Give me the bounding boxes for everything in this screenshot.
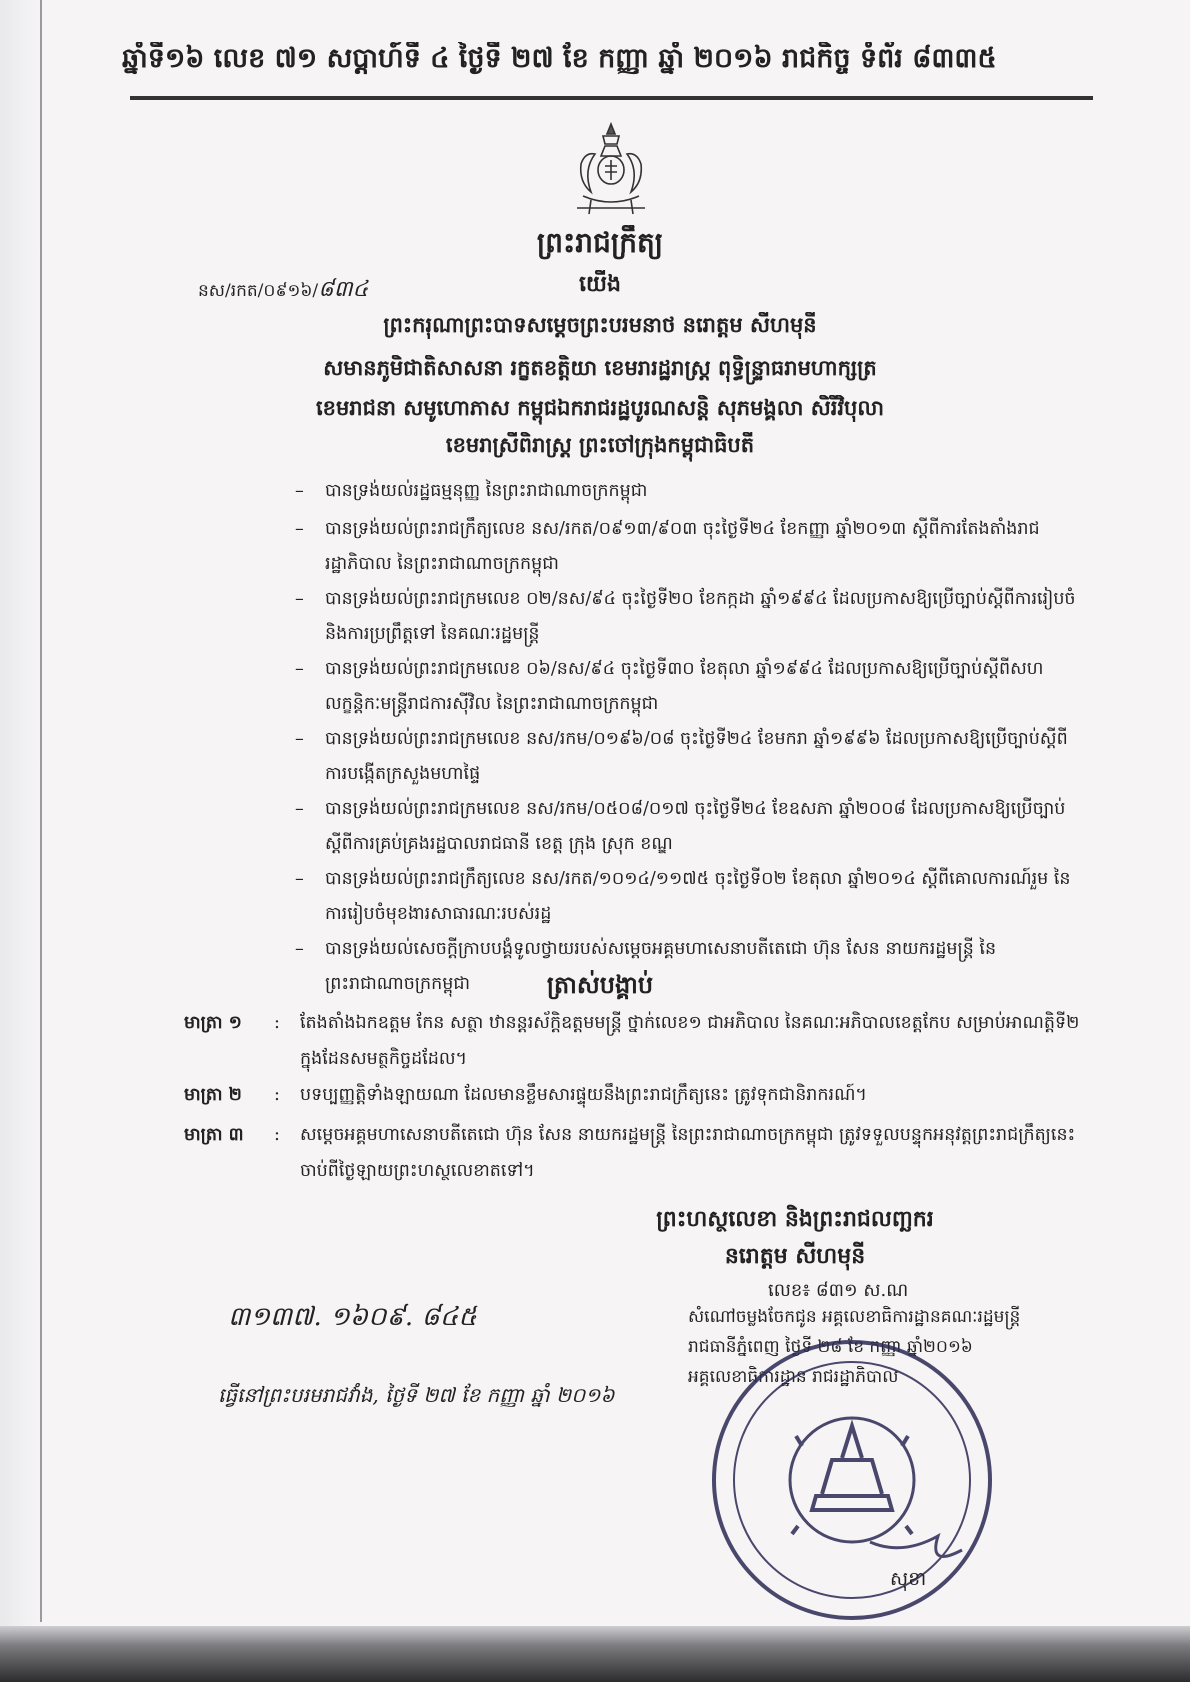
page-left-edge-shadow: [0, 0, 46, 1682]
reference-text: បានទ្រង់យល់ព្រះរាជក្រមលេខ នស/រកម/០៥០៨/០១៧ ចុះថ្ងៃទី២៤ ខែឧសភា ឆ្នាំ២០០៨ ដែលប្រកាសឱ្យប្រើច្បាប់ស្ដីពីការគ្រប់គ្រងរដ្ឋបាលរាជធានី ខេត្ត ក្រុង ស្រុក ខណ្ឌ: [325, 799, 1066, 854]
article-colon: :: [274, 1125, 280, 1145]
article-colon: :: [274, 1013, 280, 1033]
reference-text: បានទ្រង់យល់រដ្ឋធម្មនុញ្ញ នៃព្រះរាជាណាចក្រកម្ពុជា: [325, 481, 648, 501]
article-colon: :: [274, 1085, 280, 1105]
royal-coat-of-arms-icon: [565, 122, 657, 218]
reference-handwritten: ៨៣៤: [318, 277, 369, 302]
article-1: [184, 1005, 1084, 1077]
reference-item: – បានទ្រង់យល់ព្រះរាជក្រឹត្យលេខ នស/រកត/១០១៤/១១៧៥ ចុះថ្ងៃទី០២ ខែតុលា ឆ្នាំ២០១៤ ស្ដីពីគោលការណ៍រួម នៃការរៀបចំមុខងារសាធារណៈរបស់រដ្ឋ: [295, 869, 1071, 924]
signatory-name: នរោត្ដម សីហមុនី: [724, 1243, 866, 1269]
reference-list: [295, 474, 1085, 1002]
article-3: [184, 1117, 1084, 1189]
royal-title-line: ខេមរាជនា សមូហោភាស កម្ពុជឯករាជរដ្ឋបូរណសន្ដិ សុភមង្គលា សិរីវិបុលា: [315, 395, 885, 420]
article-text: សម្ដេចអគ្គមហាសេនាបតីតេជោ ហ៊ុន សែន នាយករដ្ឋមន្ត្រី នៃព្រះរាជាណាចក្រកម្ពុជា ត្រូវទទួលបន្ទុកអនុវត្តព្រះរាជក្រឹត្យនេះ ចាប់ពីថ្ងៃឡាយព្រះហស្ថលេខាតទៅ។: [300, 1125, 1076, 1181]
royal-title-line: ខេមរាស្រីពិរាស្ដ្រ ព្រះចៅក្រុងកម្ពុជាធិបតី: [445, 432, 755, 457]
distribution-line: អគ្គលេខាធិការដ្ឋាន រាជរដ្ឋាភិបាល: [688, 1367, 899, 1387]
articles: [184, 1005, 1084, 1189]
distribution-line: សំណៅចម្លងចែកជូន អគ្គលេខាធិការដ្ឋានគណៈរដ្ឋមន្ត្រី: [688, 1307, 1021, 1327]
reference-printed: នស/រកត/០៩១៦/: [198, 281, 319, 301]
issued-place-date: ធ្វើនៅព្រះបរមរាជវាំង, ថ្ងៃទី ២៧ ខែ កញ្ញា ឆ្នាំ ២០១៦: [218, 1383, 615, 1407]
order-heading: ត្រាស់បង្គាប់: [546, 970, 654, 999]
royal-title-line: សមានភូមិជាតិសាសនា រក្ខតខត្តិយា ខេមរារដ្ឋរាស្ដ្រ ពុទ្ធិន្ទ្រាធរាមហាក្សត្រ: [323, 355, 877, 380]
handwritten-number: ៣១៣៧. ១៦០៩. ៨៤៥: [228, 1302, 477, 1332]
reference-item: – បានទ្រង់យល់ព្រះរាជក្រមលេខ នស/រកម/០៥០៨/០១៧ ចុះថ្ងៃទី២៤ ខែឧសភា ឆ្នាំ២០០៨ ដែលប្រកាសឱ្យប្រើច្បាប់ស្ដីពីការគ្រប់គ្រងរដ្ឋបាលរាជធានី ខេត្ត ក្រុង ស្រុក ខណ្ឌ: [295, 799, 1066, 854]
we-heading: យើង: [579, 271, 621, 297]
article-label: មាត្រា ២: [184, 1085, 242, 1105]
royal-title-line: ព្រះករុណាព្រះបាទសម្ដេចព្រះបរមនាថ នរោត្ដម សីហមុនី: [383, 312, 817, 337]
reference-item: – បានទ្រង់យល់ព្រះរាជក្រមលេខ នស/រកម/០១៩៦/០៨ ចុះថ្ងៃទី២៤ ខែមករា ឆ្នាំ១៩៩៦ ដែលប្រកាសឱ្យប្រើច្បាប់ស្ដីពីការបង្កើតក្រសួងមហាផ្ទៃ: [295, 729, 1068, 784]
article-text: បទប្បញ្ញត្តិទាំងឡាយណា ដែលមានខ្លឹមសារផ្ទុយនឹងព្រះរាជក្រឹត្យនេះ ត្រូវទុកជានិរាករណ៍។: [300, 1085, 867, 1105]
article-label: មាត្រា ៣: [184, 1125, 244, 1145]
reference-text: បានទ្រង់យល់ព្រះរាជក្រមលេខ ០៦/នស/៩៤ ចុះថ្ងៃទី៣០ ខែតុលា ឆ្នាំ១៩៩៤ ដែលប្រកាសឱ្យប្រើច្បាប់ស្ដីពីសហលក្ខន្តិកៈមន្ត្រីរាជការស៊ីវិល នៃព្រះរាជាណាចក្រកម្ពុជា: [325, 659, 1044, 714]
reference-item: – បានទ្រង់យល់ព្រះរាជក្រមលេខ ០៦/នស/៩៤ ចុះថ្ងៃទី៣០ ខែតុលា ឆ្នាំ១៩៩៤ ដែលប្រកាសឱ្យប្រើច្បាប់ស្ដីពីសហលក្ខន្តិកៈមន្ត្រីរាជការស៊ីវិល នៃព្រះរាជាណាចក្រកម្ពុជា: [295, 659, 1044, 714]
page-bottom-edge-shadow: [0, 1626, 1190, 1682]
header-rule: [130, 96, 1093, 100]
article-label: មាត្រា ១: [184, 1013, 242, 1033]
reference-text: បានទ្រង់យល់សេចក្ដីក្រាបបង្គំទូលថ្វាយរបស់សម្ដេចអគ្គមហាសេនាបតីតេជោ ហ៊ុន សែន នាយករដ្ឋមន្ត្រី នៃព្រះរាជាណាចក្រកម្ពុជា: [325, 939, 997, 994]
reference-text: បានទ្រង់យល់ព្រះរាជក្រឹត្យលេខ នស/រកត/០៩១៣/៩០៣ ចុះថ្ងៃទី២៤ ខែកញ្ញា ឆ្នាំ២០១៣ ស្ដីពីការតែងតាំងរាជរដ្ឋាភិបាល នៃព្រះរាជាណាចក្រកម្ពុជា: [325, 519, 1040, 574]
reference-item: – បានទ្រង់យល់ព្រះរាជក្រឹត្យលេខ នស/រកត/០៩១៣/៩០៣ ចុះថ្ងៃទី២៤ ខែកញ្ញា ឆ្នាំ២០១៣ ស្ដីពីការតែងតាំងរាជរដ្ឋាភិបាល នៃព្រះរាជាណាចក្រកម្ពុជា: [295, 519, 1040, 574]
seal-officer-name: សុខា: [890, 1568, 927, 1590]
signature-title: ព្រះហស្ថលេខា និងព្រះរាជលញ្ឆករ: [656, 1206, 934, 1232]
registration-number: លេខ៖ ៨៣១ ស.ណ: [768, 1280, 909, 1301]
reference-text: បានទ្រង់យល់ព្រះរាជក្រមលេខ ០២/នស/៩៤ ចុះថ្ងៃទី២០ ខែកក្កដា ឆ្នាំ១៩៩៤ ដែលប្រកាសឱ្យប្រើច្បាប់ស្ដីពីការរៀបចំ និងការប្រព្រឹត្តទៅ នៃគណៈរដ្ឋមន្ត្រី: [325, 589, 1076, 644]
article-2: [184, 1077, 1084, 1117]
decree-title: ព្រះរាជក្រឹត្យ: [536, 226, 664, 259]
article-text: តែងតាំងឯកឧត្ដម កែន សត្ថា ឋានន្តរស័ក្តិឧត្ដមមន្ត្រី ថ្នាក់លេខ១ ជាអភិបាល នៃគណៈអភិបាលខេត្តកែប សម្រាប់អាណត្តិទី២ ក្នុងដែនសមត្ថកិច្ចដដែល។: [300, 1013, 1080, 1069]
reference-item: – បានទ្រង់យល់សេចក្ដីក្រាបបង្គំទូលថ្វាយរបស់សម្ដេចអគ្គមហាសេនាបតីតេជោ ហ៊ុន សែន នាយករដ្ឋមន្ត្រី នៃព្រះរាជាណាចក្រកម្ពុជា: [295, 939, 997, 994]
reference-item: – បានទ្រង់យល់ព្រះរាជក្រមលេខ ០២/នស/៩៤ ចុះថ្ងៃទី២០ ខែកក្កដា ឆ្នាំ១៩៩៤ ដែលប្រកាសឱ្យប្រើច្បាប់ស្ដីពីការរៀបចំ និងការប្រព្រឹត្តទៅ នៃគណៈរដ្ឋមន្ត្រី: [295, 589, 1076, 644]
reference-text: បានទ្រង់យល់ព្រះរាជក្រឹត្យលេខ នស/រកត/១០១៤/១១៧៥ ចុះថ្ងៃទី០២ ខែតុលា ឆ្នាំ២០១៤ ស្ដីពីគោលការណ៍រួម នៃការរៀបចំមុខងារសាធារណៈរបស់រដ្ឋ: [325, 869, 1071, 924]
reference-text: បានទ្រង់យល់ព្រះរាជក្រមលេខ នស/រកម/០១៩៦/០៨ ចុះថ្ងៃទី២៤ ខែមករា ឆ្នាំ១៩៩៦ ដែលប្រកាសឱ្យប្រើច្បាប់ស្ដីពីការបង្កើតក្រសួងមហាផ្ទៃ: [325, 729, 1068, 784]
gazette-header: ឆ្នាំទី១៦ លេខ ៧១ សប្ដាហ៍ទី ៤ ថ្ងៃទី ២៧ ខែ កញ្ញា ឆ្នាំ ២០១៦ រាជកិច្ច ទំព័រ ៨៣៣៥: [122, 43, 997, 74]
official-seal-icon: [702, 1330, 1002, 1630]
distribution-line: រាជធានីភ្នំពេញ ថ្ងៃទី ២៨ ខែ កញ្ញា ឆ្នាំ២០១៦: [688, 1337, 973, 1357]
reference-item: – បានទ្រង់យល់រដ្ឋធម្មនុញ្ញ នៃព្រះរាជាណាចក្រកម្ពុជា: [295, 481, 648, 501]
